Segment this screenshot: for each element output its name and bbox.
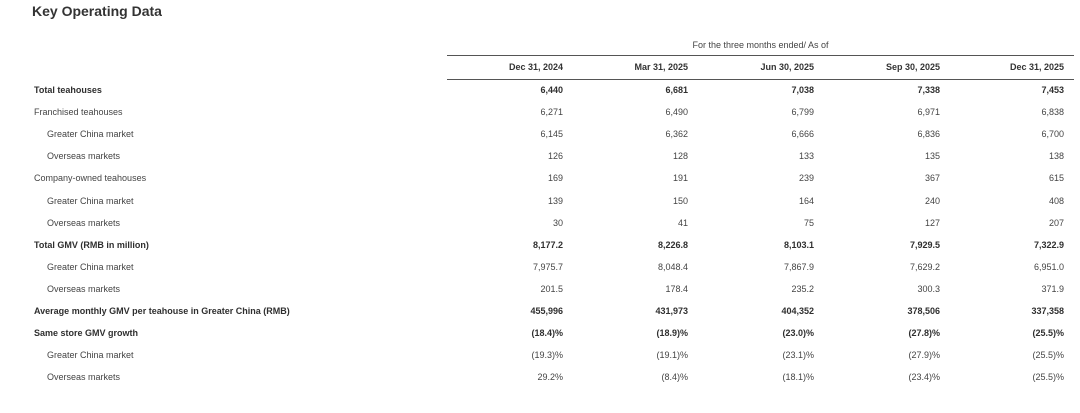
- row-label: Same store GMV growth: [34, 328, 139, 339]
- row-value: 7,322.9: [1033, 239, 1064, 250]
- row-value: 8,177.2: [532, 239, 563, 250]
- row-label: Overseas markets: [47, 151, 121, 162]
- row-value: 75: [803, 217, 814, 228]
- row-value: (27.9)%: [908, 350, 940, 361]
- row-label: Franchised teahouses: [34, 107, 123, 118]
- row-value: 178.4: [665, 283, 688, 294]
- row-value: 8,226.8: [657, 239, 688, 250]
- column-header: Jun 30, 2025: [760, 62, 814, 72]
- row-value: 135: [924, 151, 940, 162]
- row-label: Total teahouses: [34, 85, 102, 95]
- row-value: 7,629.2: [909, 261, 940, 272]
- row-value: 127: [924, 217, 940, 228]
- row-value: 169: [547, 173, 563, 184]
- row-value: 6,700: [1041, 129, 1064, 140]
- row-label: Greater China market: [47, 261, 134, 272]
- row-value: 207: [1048, 217, 1064, 228]
- row-value: (25.5)%: [1032, 372, 1064, 383]
- row-label: Greater China market: [47, 195, 134, 206]
- table-row: [0, 213, 1080, 235]
- row-value: 6,271: [540, 107, 563, 118]
- period-header: For the three months ended/ As of: [692, 40, 829, 50]
- row-label: Total GMV (RMB in million): [34, 239, 149, 250]
- row-label: Average monthly GMV per teahouse in Greater China (RMB): [34, 306, 290, 316]
- row-value: 138: [1048, 151, 1064, 162]
- row-value: 6,490: [665, 107, 688, 118]
- table-row: [0, 367, 1080, 389]
- row-value: 191: [672, 173, 688, 184]
- row-value: (19.3)%: [531, 350, 563, 361]
- header-top-rule: [447, 55, 1074, 56]
- table-row: [0, 301, 1080, 323]
- row-value: 6,681: [665, 85, 688, 95]
- table-row: [0, 345, 1080, 367]
- row-label: Company-owned teahouses: [34, 173, 147, 184]
- row-value: 455,996: [530, 306, 563, 316]
- row-value: 201.5: [540, 283, 563, 294]
- row-value: 300.3: [917, 283, 940, 294]
- row-label: Greater China market: [47, 129, 134, 140]
- row-value: (23.1)%: [782, 350, 814, 361]
- row-value: 7,929.5: [909, 239, 940, 250]
- row-value: 6,666: [791, 129, 814, 140]
- table-row: [0, 257, 1080, 279]
- row-value: 8,048.4: [657, 261, 688, 272]
- row-value: 367: [924, 173, 940, 184]
- row-value: 7,338: [917, 85, 940, 95]
- row-value: 371.9: [1041, 283, 1064, 294]
- row-value: (23.4)%: [908, 372, 940, 383]
- row-value: 7,453: [1041, 85, 1064, 95]
- row-value: 240: [924, 195, 940, 206]
- row-label: Greater China market: [47, 350, 134, 361]
- table-row: [0, 168, 1080, 190]
- row-value: 7,038: [791, 85, 814, 95]
- row-value: 7,867.9: [783, 261, 814, 272]
- table-row: [0, 80, 1080, 102]
- row-value: 30: [552, 217, 563, 228]
- row-value: 337,358: [1031, 306, 1064, 316]
- row-value: (18.4)%: [531, 328, 563, 339]
- row-value: 139: [547, 195, 563, 206]
- row-label: Overseas markets: [47, 283, 121, 294]
- row-value: 128: [672, 151, 688, 162]
- row-value: (23.0)%: [782, 328, 814, 339]
- row-value: 408: [1048, 195, 1064, 206]
- row-value: 378,506: [907, 306, 940, 316]
- column-header: Sep 30, 2025: [885, 62, 940, 72]
- row-value: (18.1)%: [782, 372, 814, 383]
- row-value: 41: [677, 217, 688, 228]
- row-value: 133: [798, 151, 814, 162]
- row-value: (25.5)%: [1032, 328, 1064, 339]
- row-label: Overseas markets: [47, 217, 121, 228]
- table-row: [0, 146, 1080, 168]
- column-header: Dec 31, 2024: [508, 62, 563, 72]
- table-row: [0, 124, 1080, 146]
- row-value: (8.4)%: [661, 372, 688, 383]
- column-header: Dec 31, 2025: [1009, 62, 1064, 72]
- row-value: 239: [798, 173, 814, 184]
- row-value: 6,440: [540, 85, 563, 95]
- row-value: 29.2%: [537, 372, 563, 383]
- row-value: 431,973: [655, 306, 688, 316]
- row-value: 615: [1048, 173, 1064, 184]
- row-value: 6,799: [791, 107, 814, 118]
- row-value: 164: [798, 195, 814, 206]
- table-row: [0, 323, 1080, 345]
- row-value: (18.9)%: [656, 328, 688, 339]
- table-row: [0, 279, 1080, 301]
- row-value: 404,352: [781, 306, 814, 316]
- row-value: 126: [547, 151, 563, 162]
- row-value: (19.1)%: [656, 350, 688, 361]
- page-title: Key Operating Data: [32, 3, 162, 19]
- table-row: [0, 191, 1080, 213]
- row-value: 6,971: [917, 107, 940, 118]
- row-value: 150: [672, 195, 688, 206]
- row-value: 6,145: [540, 129, 563, 140]
- table-row: [0, 235, 1080, 257]
- row-value: 235.2: [791, 283, 814, 294]
- row-label: Overseas markets: [47, 372, 121, 383]
- row-value: (27.8)%: [908, 328, 940, 339]
- row-value: 6,951.0: [1033, 261, 1064, 272]
- column-header: Mar 31, 2025: [634, 62, 688, 72]
- row-value: 8,103.1: [783, 239, 814, 250]
- row-value: 7,975.7: [532, 261, 563, 272]
- row-value: 6,362: [665, 129, 688, 140]
- row-value: (25.5)%: [1032, 350, 1064, 361]
- table-row: [0, 102, 1080, 124]
- row-value: 6,836: [917, 129, 940, 140]
- row-value: 6,838: [1041, 107, 1064, 118]
